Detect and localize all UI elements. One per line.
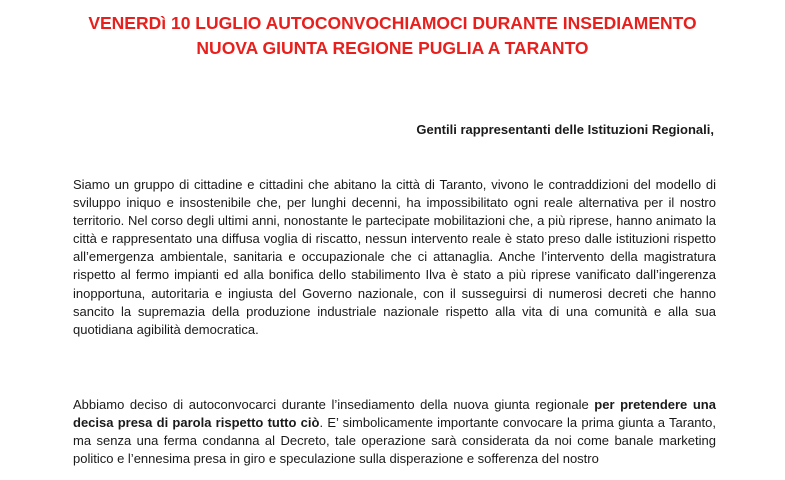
title-line-2: NUOVA GIUNTA REGIONE PUGLIA A TARANTO	[196, 38, 589, 58]
greeting: Gentili rappresentanti delle Istituzioni Regionali,	[416, 122, 714, 137]
paragraph-1: Siamo un gruppo di cittadine e cittadini che abitano la città di Taranto, vivono le contraddizioni del modello di sviluppo iniquo e insostenibile che, per lunghi decenni, ha impossibilitato ogni reale alternativa per il nostro territorio. Nel corso degli ultimi anni, nonostante le partecipate mobilitazioni che, a più riprese, hanno animato la città e rappresentato una diffusa voglia di riscatto, nessun intervento reale è stato preso dalle istituzioni rispetto all’emergenza ambientale, sanitaria e occupazionale che ci attanaglia. Anche l’intervento della magistratura rispetto al fermo impianti ed alla bonifica dello stabilimento Ilva è stato a più riprese vanificato dall’ingerenza inopportuna, autoritaria e ingiusta del Governo nazionale, con il susseguirsi di numerosi decreti che hanno sancito la supremazia della produzione industriale nazionale rispetto alla vita di una comunità e alla sua quotidiana agibilità democratica.	[73, 177, 716, 337]
paragraph-2-rest: . E’ simbolicamente importante convocare la prima giunta a Taranto, ma senza una ferma condanna al Decreto, tale operazione sarà considerata da noi come banale marketing politico e l’ennesima presa in giro e speculazione sulla disperazione e sofferenza del nostro	[73, 415, 716, 467]
paragraph-2-start: Abbiamo deciso di autoconvocarci durante l’insediamento della nuova giunta regionale	[73, 397, 595, 412]
paragraph-2-bold: per pretendere una decisa presa di parola rispetto tutto ciò	[73, 397, 716, 431]
paragraph-2	[73, 396, 716, 468]
document-title	[0, 11, 785, 61]
title-line-1: VENERDì 10 LUGLIO AUTOCONVOCHIAMOCI DURANTE INSEDIAMENTO	[88, 13, 697, 33]
